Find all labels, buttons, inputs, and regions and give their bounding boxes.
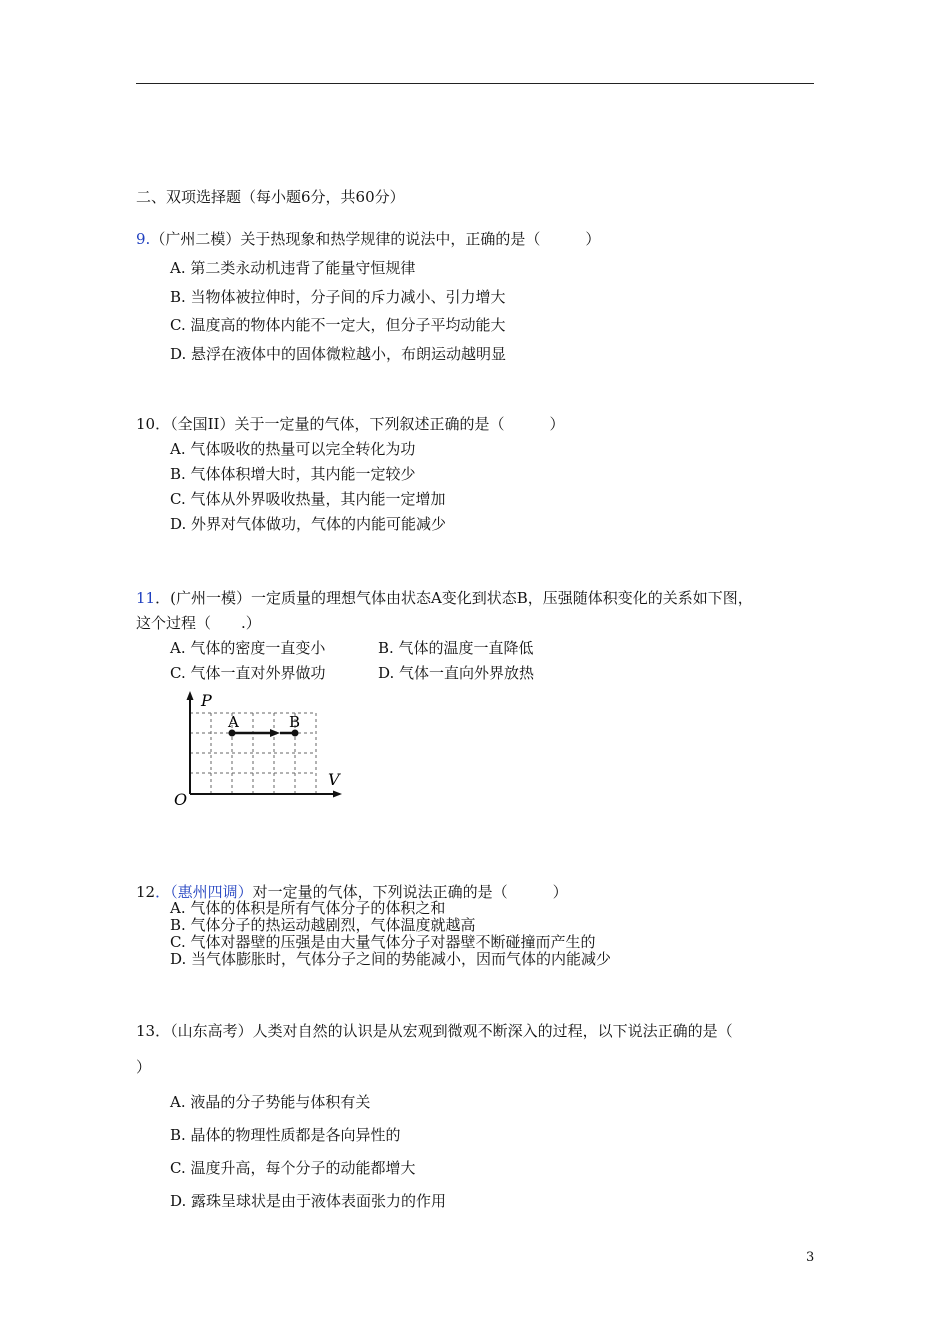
question-10-stem [136,413,564,434]
question-9-number: 9 [136,230,146,248]
pv-graph-x-arrow [333,791,342,798]
pv-graph-origin-label: O [174,790,188,809]
question-9-text: （广州二模）关于热现象和热学规律的说法中，正确的是（ ） [150,230,601,248]
question-9-option-b: B. 当物体被拉伸时，分子间的斥力减小、引力增大 [170,288,506,306]
pv-graph-process-arrow [270,729,280,737]
question-9-option-a: A. 第二类永动机违背了能量守恒规律 [170,259,416,277]
question-10-option-c: C. 气体从外界吸收热量，其内能一定增加 [170,490,446,508]
question-12-option-b: B. 气体分子的热运动越剧烈，气体温度就越高 [170,916,476,934]
question-13-option-c: C. 温度升高，每个分子的动能都增大 [170,1159,416,1177]
question-11-number: 11 [136,589,156,607]
pv-graph-x-label: V [328,770,340,789]
pv-graph-label-a: A [228,713,239,731]
question-9-stem [136,228,600,249]
question-9-option-d: D. 悬浮在液体中的固体微粒越小，布朗运动越明显 [170,345,507,363]
question-9-option-c: C. 温度高的物体内能不一定大，但分子平均动能大 [170,316,506,334]
question-12-option-a: A. 气体的体积是所有气体分子的体积之和 [170,899,446,917]
question-11-option-a: A. 气体的密度一直变小 [170,639,326,657]
question-10-option-b: B. 气体体积增大时，其内能一定较少 [170,465,416,483]
question-13-stem-line1 [136,1020,733,1041]
question-11-stem-line2: 这个过程（ .） [136,614,261,632]
question-11-option-d: D. 气体一直向外界放热 [378,664,535,682]
header-rule [136,83,814,84]
question-12-option-c: C. 气体对器壁的压强是由大量气体分子对器壁不断碰撞而产生的 [170,933,596,951]
question-11-stem-line1 [136,587,753,608]
page-number: 3 [806,1250,815,1265]
question-12-number: 12 [136,883,156,901]
question-10-option-a: A. 气体吸收的热量可以完全转化为功 [170,440,416,458]
question-11-text: ．(广州一模）一定质量的理想气体由状态A变化到状态B，压强随体积变化的关系如下图， [155,589,753,607]
pv-graph-y-label: P [201,691,212,710]
question-13-number: 13 [136,1022,156,1040]
section-title: 二、双项选择题（每小题6分，共60分） [136,188,405,206]
question-10-text: ．（全国II）关于一定量的气体，下列叙述正确的是（ ） [155,415,565,433]
question-9-dot: . [145,230,151,248]
question-12-option-d: D. 当气体膨胀时，气体分子之间的势能减小，因而气体的内能减少 [170,950,612,968]
question-10-number: 10 [136,415,156,433]
question-13-option-d: D. 露珠呈球状是由于液体表面张力的作用 [170,1192,447,1210]
pv-graph-y-arrow [187,691,194,700]
question-12-source: ．（惠州四调） [155,883,253,901]
question-12-text: 对一定量的气体，下列说法正确的是（ ） [252,883,568,901]
pv-graph-label-b: B [289,713,301,731]
pv-graph [168,688,358,813]
question-13-option-b: B. 晶体的物理性质都是各向异性的 [170,1126,401,1144]
question-13-option-a: A. 液晶的分子势能与体积有关 [170,1093,371,1111]
question-11-option-c: C. 气体一直对外界做功 [170,664,326,682]
question-10-option-d: D. 外界对气体做功，气体的内能可能减少 [170,515,447,533]
question-11-option-b: B. 气体的温度一直降低 [378,639,534,657]
question-13-stem-line2: ） [136,1058,152,1076]
question-13-text: ．（山东高考）人类对自然的认识是从宏观到微观不断深入的过程，以下说法正确的是（ [155,1022,733,1040]
